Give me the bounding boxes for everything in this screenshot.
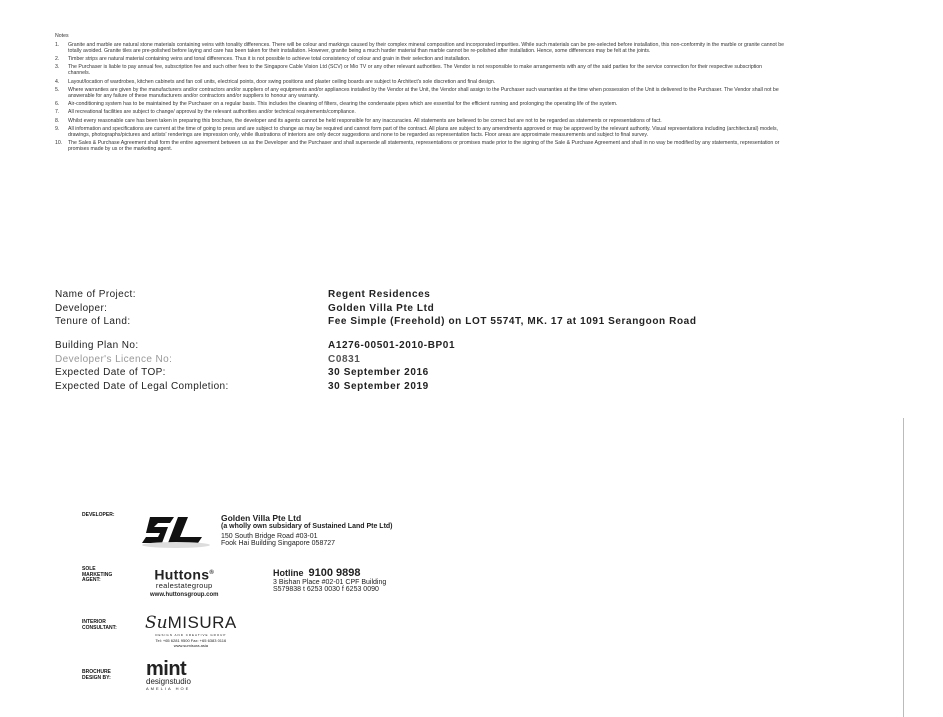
note-text: Granite and marble are natural stone materials containing veins with tonality differences. There will be colour and markings caused by their complex mineral composition and incorporated impurities. While such materials can be pre-selected before installation, this non-conformity in the marble or granite cannot be totally avoided. Granite tiles are pre-polished before laying and care has been taken for their installation. However, granite being a much harder material than marble cannot be re-polished after installation. Hence, some differences may be felt at the joints.	[68, 41, 785, 54]
note-text: All information and specifications are current at the time of going to press and are subject to change as may be required and cannot form part of the contract. All plans are subject to any amendments approved or may be approved by the relevant authority. Visual representations including (architectural) models, drawings, photographs/pictures and artists' renderings are impression only, while illustrations of interiors are only decor suggestions and none to be regarded as representation facts. Floor areas are approximate measurements and subject to final survey.	[68, 126, 779, 138]
sumisura-logo-script: Su	[145, 613, 168, 633]
sl-logo-mark	[140, 513, 212, 549]
huttons-logo-reg: ®	[209, 570, 215, 576]
building-plan-label: Building Plan No:	[55, 340, 139, 351]
licence-value: C0831	[328, 353, 361, 365]
design-role-line1: BROCHURE	[82, 669, 111, 675]
page-edge-divider	[903, 418, 904, 717]
mint-logo-main: mint	[146, 658, 187, 680]
interior-role-line1: INTERIOR	[82, 619, 106, 625]
huttons-logo	[150, 566, 218, 600]
developer-subsidiary: (a wholly own subsidary of Sustained Land Pte Ltd)	[221, 523, 393, 530]
legal-date-row	[55, 381, 755, 395]
mint-logo-sub: designstudio	[146, 677, 191, 686]
note-item	[55, 141, 785, 153]
note-text: Air-conditioning system has to be maintained by the Purchaser on a regular basis. This includes the cleaning of filters, clearing the condensate pipes which are essential for the efficient running and prolonging the operating life of the system.	[68, 101, 618, 108]
top-date-row	[55, 367, 755, 381]
design-role-line2: DESIGN BY:	[82, 674, 111, 681]
building-plan-row	[55, 340, 755, 354]
developer-label: Developer:	[55, 302, 108, 314]
agent-address-1: 3 Bishan Place #02-01 CPF Building	[273, 579, 387, 586]
note-number: 7.	[55, 109, 60, 116]
agent-info	[273, 567, 386, 593]
note-number: 9.	[55, 126, 60, 132]
agent-address-2: S579838 t 6253 0030 f 6253 0090	[273, 586, 379, 593]
tenure-label: Tenure of Land:	[55, 316, 131, 327]
agent-role-line3: AGENT:	[82, 577, 101, 584]
top-date-label: Expected Date of TOP:	[55, 367, 166, 378]
note-item	[55, 110, 785, 116]
note-item	[55, 65, 785, 77]
developer-company-name: Golden Villa Pte Ltd	[221, 513, 302, 523]
developer-value: Golden Villa Pte Ltd	[328, 302, 435, 314]
note-item	[55, 88, 785, 100]
notes-section	[55, 34, 785, 155]
note-item	[55, 80, 785, 86]
developer-row	[55, 303, 755, 317]
note-number: 10.	[55, 140, 63, 147]
note-number: 8.	[55, 117, 60, 124]
licence-label: Developer's Licence No:	[55, 353, 173, 365]
hotline	[273, 567, 386, 579]
sumisura-logo-tag: DESIGN AND CREATIVE GROUP	[155, 633, 227, 637]
top-date-value: 30 September 2016	[328, 367, 429, 378]
note-text: Layout/location of wardrobes, kitchen cabinets and fan coil units, electrical points, door swing positions and plaster ceiling boards are subject to Architect's sole discretion and final design.	[68, 78, 496, 85]
tenure-row	[55, 316, 755, 340]
agent-role-line1: SOLE	[82, 566, 96, 572]
hotline-number: 9100 9898	[308, 567, 361, 579]
note-text: The Sales & Purchase Agreement shall form the entire agreement between us as the Developer and the Purchaser and shall supersede all statements, representations or promises made prior to the signing of the Sale & Purchase Agreement and shall in no way be modified by any statements, representation or promises made by us or the marketing agent.	[68, 140, 780, 153]
interior-role-line2: CONSULTANT:	[82, 624, 117, 631]
huttons-logo-sub: realestategroup	[155, 580, 213, 590]
sumisura-contact: Tel: +65 6281 9500 Fax: +65 6383 0116	[155, 638, 227, 643]
sumisura-logo-main: MISURA	[167, 613, 237, 632]
building-plan-value: A1276-00501-2010-BP01	[328, 340, 456, 351]
sumisura-logo	[145, 613, 237, 648]
note-item	[55, 127, 785, 139]
developer-address-2: Fook Hai Building Singapore 058727	[221, 540, 336, 547]
project-details	[55, 289, 755, 394]
developer-role-label: DEVELOPER:	[82, 512, 115, 518]
developer-info	[221, 513, 393, 547]
mint-logo	[146, 660, 191, 692]
note-text: Where warranties are given by the manufacturers and/or contractors and/or suppliers of any equipments and/or appliances installed by the Vendor at the Unit, the Vendor shall assign to the Purchaser such warranties at the time when possession of the Unit is delivered to the Purchaser. The Vendor shall not be answerable for any failure of these manufacturers and/or contractors and/or suppliers to honour any warranty.	[68, 86, 779, 99]
note-text: Whilst every reasonable care has been taken in preparing this brochure, the developer and its agents cannot be held responsible for any inaccuracies. All statements are believed to be correct but are not to be regarded as statements or representations of fact.	[68, 117, 662, 124]
project-name-row	[55, 289, 755, 303]
sumisura-url: www.sumisura.asia	[173, 643, 208, 648]
note-text: Timber strips are natural material containing veins and tonal differences. Thus it is not possible to achieve total consistency of colour and grain in their selection and installation.	[68, 56, 471, 63]
note-number: 3.	[55, 64, 60, 71]
note-number: 1.	[55, 41, 60, 48]
legal-date-label: Expected Date of Legal Completion:	[55, 380, 229, 392]
hotline-label: Hotline	[273, 568, 304, 578]
licence-row	[55, 354, 755, 368]
project-name-label: Name of Project:	[55, 289, 136, 300]
note-number: 6.	[55, 101, 60, 108]
note-item	[55, 57, 785, 63]
mint-logo-tag: AMELIA HOE	[146, 686, 191, 691]
sl-logo	[140, 513, 212, 554]
project-name-value: Regent Residences	[328, 289, 431, 300]
interior-role-label	[82, 620, 117, 631]
huttons-logo-main: Huttons	[154, 566, 210, 583]
legal-date-value: 30 September 2019	[328, 380, 429, 392]
note-number: 2.	[55, 56, 60, 63]
note-item	[55, 102, 785, 108]
notes-title: Notes	[55, 33, 69, 39]
developer-address-1: 150 South Bridge Road #03-01	[221, 533, 318, 540]
note-text: All recreational facilities are subject to change/ approval by the relevant authorities and/or technical requirements/compliance.	[68, 109, 356, 116]
huttons-url: www.huttonsgroup.com	[150, 591, 219, 598]
tenure-value: Fee Simple (Freehold) on LOT 5574T, MK. 17 at 1091 Serangoon Road	[328, 316, 697, 327]
design-role-label	[82, 670, 111, 681]
note-number: 5.	[55, 86, 60, 93]
note-text: The Purchaser is liable to pay annual fee, subscription fee and such other fees to the Singapore Cable Vision Ltd (SCV) or Mio TV or any other relevant authorities. The Vendor is not responsible to make arrangements with any of the said parties for the service connection for their respective subscription channels.	[68, 64, 763, 77]
notes-list	[55, 43, 785, 153]
note-item	[55, 119, 785, 125]
agent-role-label	[82, 567, 112, 584]
note-number: 4.	[55, 78, 60, 85]
agent-role-line2: MARKETING	[82, 571, 113, 578]
note-item	[55, 43, 785, 55]
